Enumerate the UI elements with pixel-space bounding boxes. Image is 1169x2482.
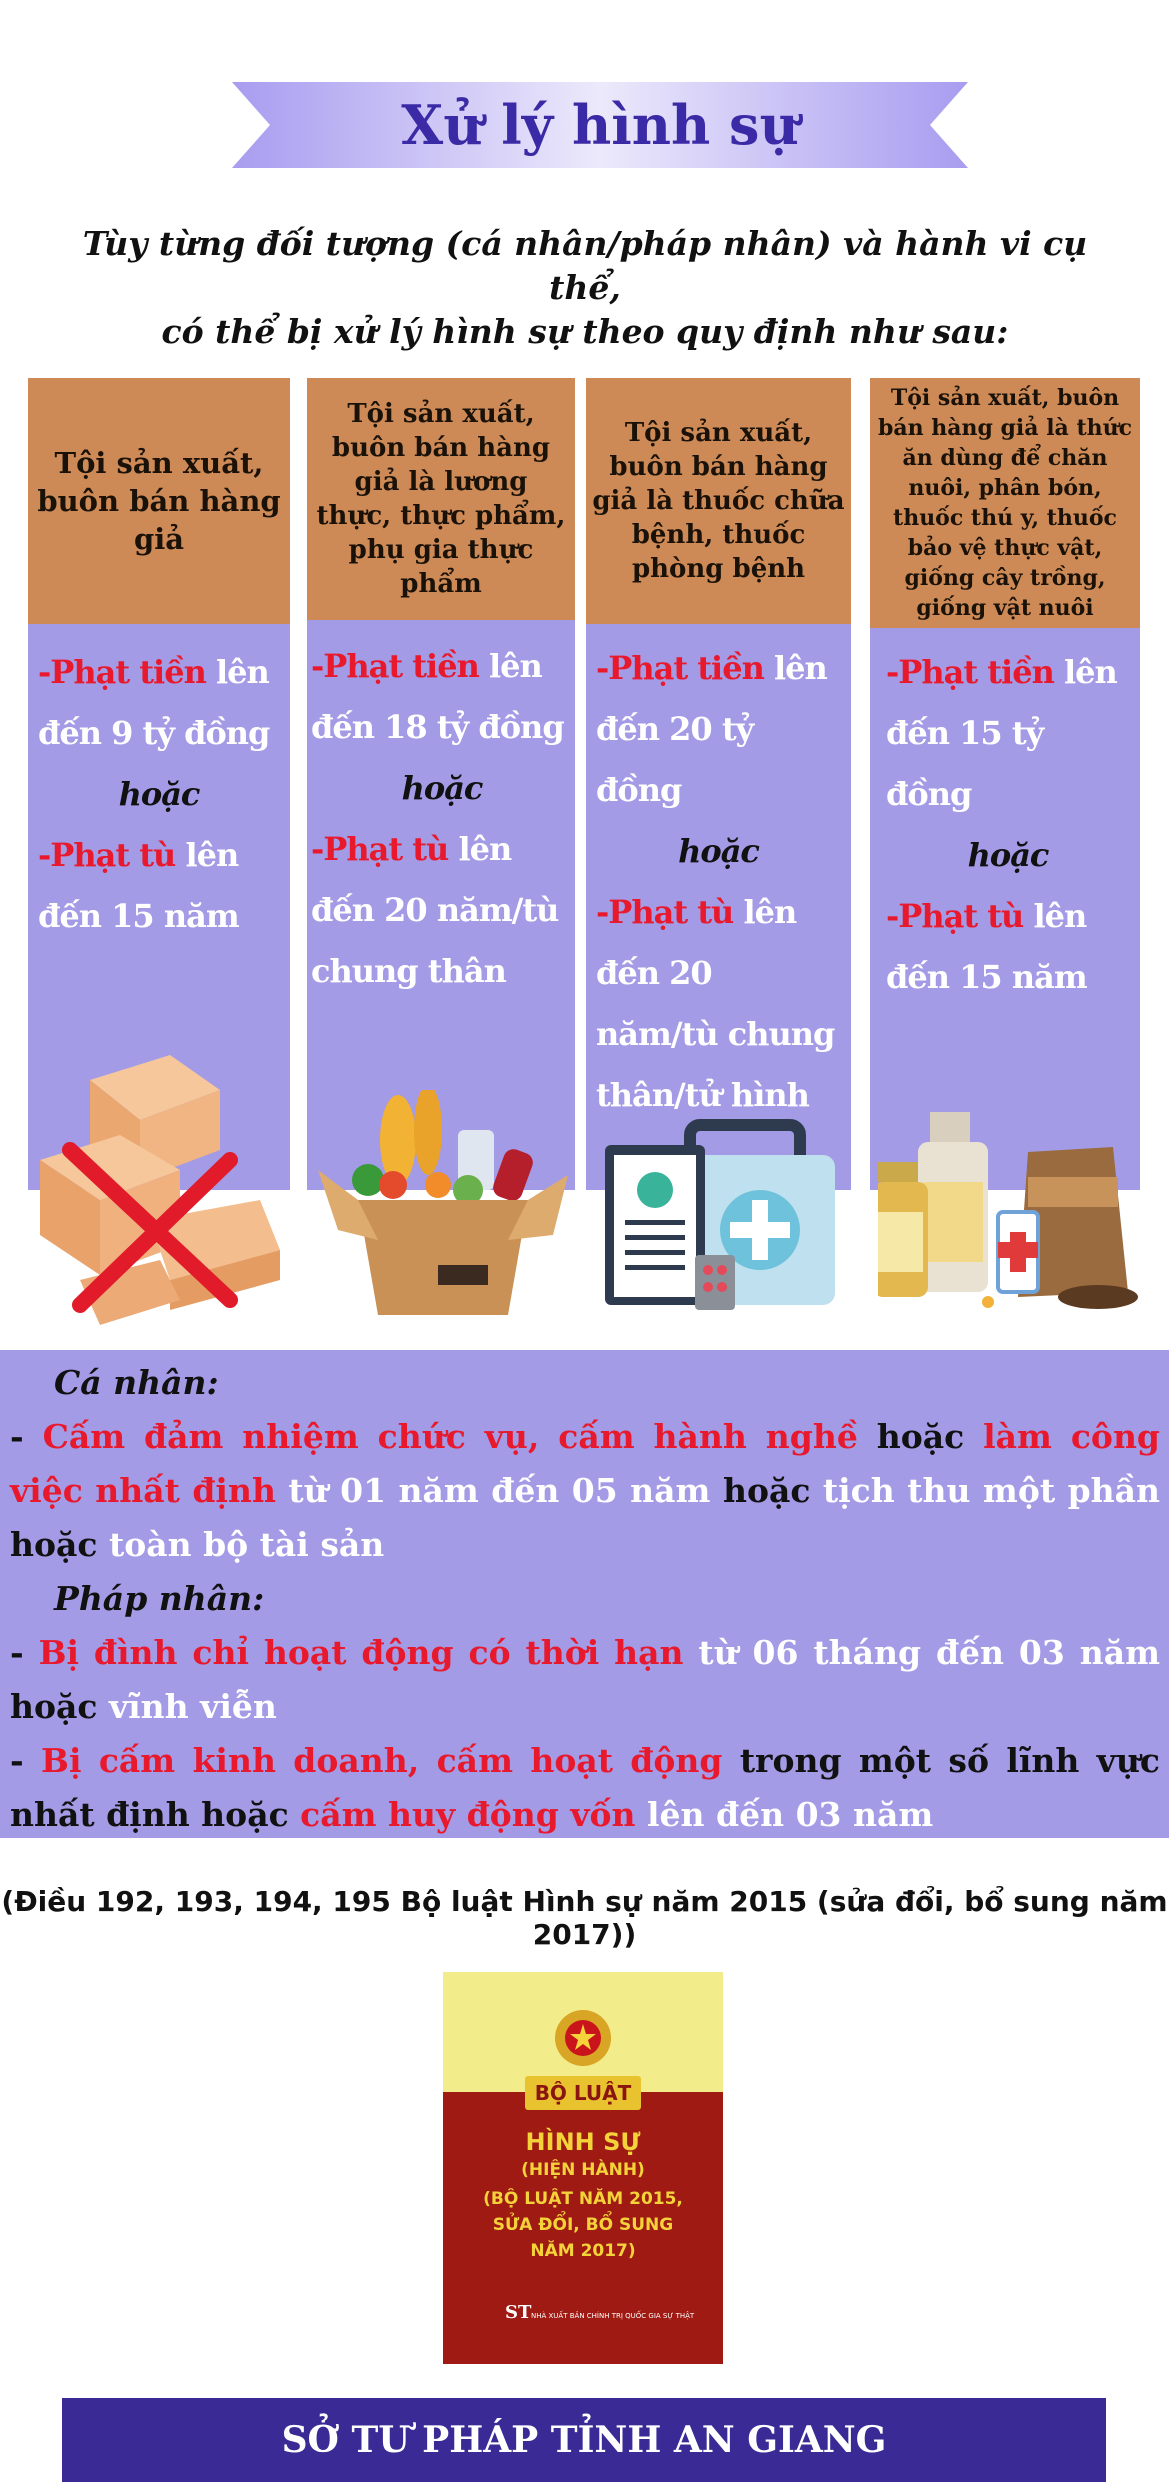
penalty-text: -Phạt tiền lên đến 18 tỷ đồng hoặc -Phạt tù lên đến 20 năm/tù chung thân xyxy=(311,636,573,1002)
penalty-column-3 xyxy=(586,378,851,1190)
column-heading: Tội sản xuất, buôn bán hàng giả là lương thực, thực phẩm, phụ gia thực phẩm xyxy=(307,378,575,620)
publisher-name: NHÀ XUẤT BẢN CHÍNH TRỊ QUỐC GIA SỰ THẬT xyxy=(531,2312,695,2320)
fine-label: Phạt tiền xyxy=(50,653,206,691)
book-detail: (BỘ LUẬT NĂM 2015, SỬA ĐỔI, BỔ SUNG NĂM 2017) xyxy=(483,2189,683,2261)
fine-text: lên đến 15 tỷ đồng xyxy=(886,653,1117,813)
additional-penalties-panel xyxy=(0,1350,1169,1838)
conjunction: hoặc xyxy=(118,775,200,813)
penalty-text: -Phạt tiền lên đến 15 tỷ đồng hoặc -Phạt tù lên đến 15 năm xyxy=(886,642,1130,1008)
column-heading: Tội sản xuất, buôn bán hàng giả là thức ăn dùng để chăn nuôi, phân bón, thuốc thú y, thuốc bảo vệ thực vật, giống cây trồng, giống vật nuôi xyxy=(870,378,1140,628)
intro-text xyxy=(60,222,1110,354)
fine-text: lên đến 20 tỷ đồng xyxy=(596,649,827,809)
grocery-box-icon xyxy=(318,1090,568,1330)
book-subtitle: (HIỆN HÀNH) xyxy=(521,2160,645,2180)
individual-label: Cá nhân: xyxy=(54,1363,219,1402)
fine-label: Phạt tiền xyxy=(323,647,479,685)
legal-entity-penalty-2: - Bị cấm kinh doanh, cấm hoạt động trong một số lĩnh vực nhất định hoặc cấm huy động vốn lên đến 03 năm xyxy=(10,1741,1160,1834)
footer-organization: SỞ TƯ PHÁP TỈNH AN GIANG xyxy=(62,2398,1106,2482)
penalty-text: -Phạt tiền lên đến 20 tỷ đồng hoặc -Phạt tù lên đến 20 năm/tù chung thân/tử hình xyxy=(596,638,841,1126)
page-title: Xử lý hình sự xyxy=(401,93,799,157)
legal-entity-label: Pháp nhân: xyxy=(54,1579,265,1618)
individual-penalty: - Cấm đảm nhiệm chức vụ, cấm hành nghề hoặc làm công việc nhất định từ 01 năm đến 05 năm hoặc tịch thu một phần hoặc toàn bộ tài sản xyxy=(10,1417,1161,1564)
prison-label: Phạt tù xyxy=(50,836,176,874)
prison-label: Phạt tù xyxy=(608,893,734,931)
conjunction: hoặc xyxy=(401,769,483,807)
column-heading: Tội sản xuất, buôn bán hàng giả xyxy=(28,378,290,624)
fertilizer-bottles-icon xyxy=(878,1092,1138,1312)
penalty-text: -Phạt tiền lên đến 9 tỷ đồng hoặc -Phạt tù lên đến 15 năm xyxy=(38,642,280,947)
fine-label: Phạt tiền xyxy=(608,649,764,687)
prison-text: lên đến 20 năm/tù chung thân xyxy=(311,830,559,990)
medical-kit-icon xyxy=(600,1115,840,1315)
publisher-logo: ST xyxy=(505,2302,532,2323)
conjunction: hoặc xyxy=(967,836,1049,874)
fine-text: lên đến 9 tỷ đồng xyxy=(38,653,270,752)
book-title: HÌNH SỰ xyxy=(525,2128,641,2156)
prison-label: Phạt tù xyxy=(323,830,449,868)
conjunction: hoặc xyxy=(678,832,759,870)
book-band: BỘ LUẬT xyxy=(525,2076,641,2110)
title-banner xyxy=(232,82,968,168)
column-heading: Tội sản xuất, buôn bán hàng giả là thuốc chữa bệnh, thuốc phòng bệnh xyxy=(586,378,851,624)
intro-line-1: Tùy từng đối tượng (cá nhân/pháp nhân) và hành vi cụ thể, xyxy=(82,224,1088,307)
legal-entity-penalty-1: - Bị đình chỉ hoạt động có thời hạn từ 06 tháng đến 03 năm hoặc vĩnh viễn xyxy=(10,1633,1161,1726)
prison-text: lên đến 20 năm/tù chung thân/tử hình xyxy=(596,893,835,1114)
law-book-cover xyxy=(443,1972,723,2364)
penalty-column-4 xyxy=(870,378,1140,1190)
fine-label: Phạt tiền xyxy=(898,653,1054,691)
fine-text: lên đến 18 tỷ đồng xyxy=(311,647,564,746)
national-emblem-icon xyxy=(553,2008,613,2068)
penalty-column-2 xyxy=(307,378,575,1190)
legal-citation: (Điều 192, 193, 194, 195 Bộ luật Hình sự năm 2015 (sửa đổi, bổ sung năm 2017)) xyxy=(1,1885,1168,1951)
crossed-boxes-icon xyxy=(30,1050,290,1330)
column-body xyxy=(586,624,851,1190)
prison-label: Phạt tù xyxy=(898,897,1024,935)
prison-text: lên đến 15 năm xyxy=(886,897,1087,996)
prison-text: lên đến 15 năm xyxy=(38,836,239,935)
intro-line-2: có thể bị xử lý hình sự theo quy định như sau: xyxy=(161,312,1009,351)
